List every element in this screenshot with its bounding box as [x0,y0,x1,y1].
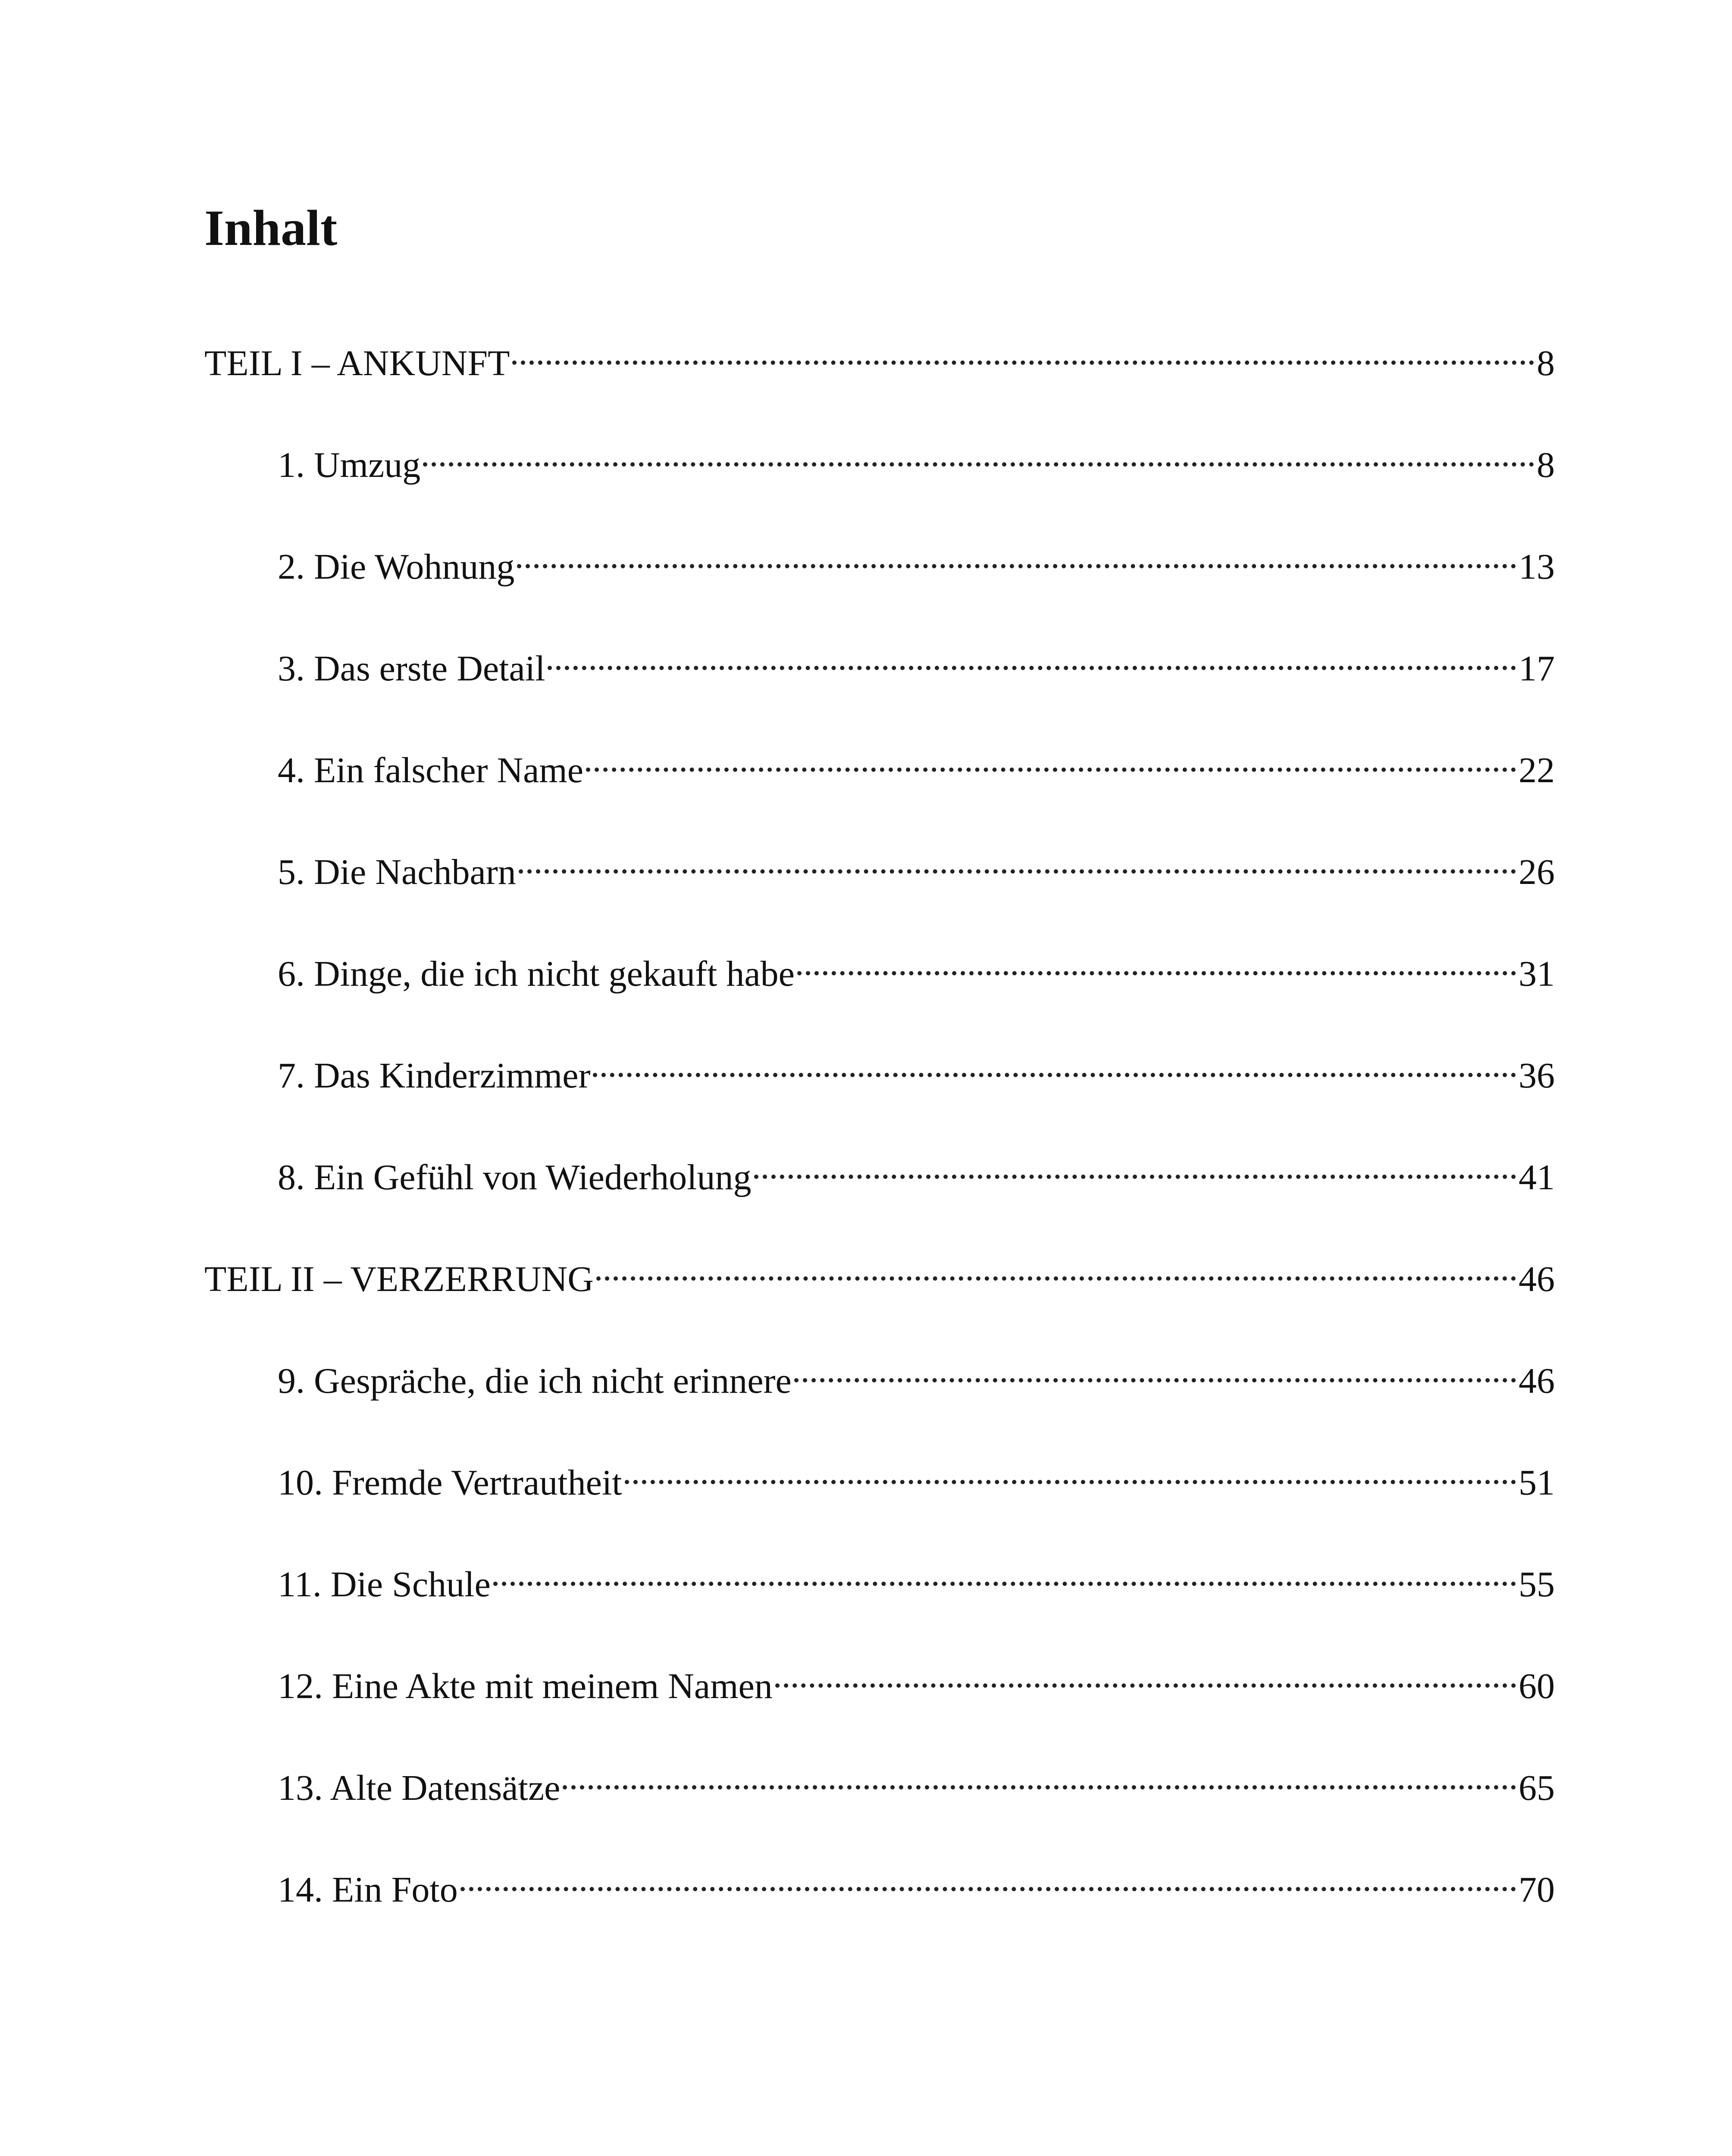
dot-leader [596,1244,1516,1291]
toc-entry[interactable] [204,328,1555,383]
toc-entry-page-number: 31 [1519,954,1555,994]
toc-entry-page-number: 41 [1519,1157,1555,1197]
toc-entry-label: 11. Die Schule [278,1564,491,1604]
toc-entry[interactable] [204,429,1555,485]
dot-leader [797,938,1516,986]
page-title: Inhalt [204,200,338,256]
toc-entry[interactable] [204,837,1555,892]
toc-entry-page-number: 60 [1519,1666,1555,1706]
toc-entry-page-number: 46 [1519,1361,1555,1401]
toc-entry[interactable] [204,1447,1555,1503]
toc-entry[interactable] [204,1040,1555,1096]
toc-entry[interactable] [204,1345,1555,1401]
toc-entry-page-number: 26 [1519,852,1555,892]
toc-entry[interactable] [204,1244,1555,1299]
toc-entry-page-number: 70 [1519,1870,1555,1910]
toc-entry[interactable] [204,531,1555,587]
toc-entry[interactable] [204,1142,1555,1197]
toc-entry-page-number: 17 [1519,649,1555,689]
toc-entry-label: 8. Ein Gefühl von Wiederholung [278,1157,752,1197]
toc-entry-page-number: 55 [1519,1564,1555,1604]
dot-leader [775,1651,1516,1698]
toc-entry[interactable] [204,1549,1555,1604]
dot-leader [493,1549,1516,1596]
toc-entry[interactable] [204,1854,1555,1910]
toc-entry-page-number: 46 [1519,1259,1555,1299]
toc-entry-page-number: 51 [1519,1463,1555,1503]
toc-entry-page-number: 36 [1519,1056,1555,1096]
dot-leader [517,531,1516,579]
toc-entry-label: 7. Das Kinderzimmer [278,1056,591,1096]
toc-entry-label: 5. Die Nachbarn [278,852,516,892]
toc-entry-label: 4. Ein falscher Name [278,750,584,790]
toc-entry-label: 3. Das erste Detail [278,649,545,689]
toc-entry-label: 13. Alte Datensätze [278,1768,561,1808]
toc-entry-label: 1. Umzug [278,445,421,485]
toc-entry-label: 6. Dinge, die ich nicht gekauft habe [278,954,795,994]
dot-leader [548,633,1516,680]
toc-entry-page-number: 8 [1537,343,1555,383]
dot-leader [625,1447,1516,1495]
toc-entry-label: 10. Fremde Vertrautheit [278,1463,622,1503]
dot-leader [519,837,1516,884]
dot-leader [423,429,1534,477]
toc-entry-label: 2. Die Wohnung [278,547,515,587]
toc-entry-label: 9. Gespräche, die ich nicht erinnere [278,1361,792,1401]
dot-leader [794,1345,1516,1393]
toc-entry-label: 12. Eine Akte mit meinem Namen [278,1666,773,1706]
dot-leader [586,735,1516,782]
toc-entry[interactable] [204,938,1555,994]
dot-leader [754,1142,1516,1189]
toc-entry-label: TEIL II – VERZERRUNG [204,1259,594,1299]
toc-entry[interactable] [204,633,1555,689]
toc-entry-page-number: 8 [1537,445,1555,485]
dot-leader [593,1040,1516,1087]
toc-entry[interactable] [204,1651,1555,1706]
dot-leader [460,1854,1516,1902]
dot-leader [563,1752,1516,1800]
toc-entry-page-number: 22 [1519,750,1555,790]
dot-leader [512,328,1534,375]
toc-entry-page-number: 13 [1519,547,1555,587]
toc-entry-label: 14. Ein Foto [278,1870,458,1910]
toc-entry[interactable] [204,1752,1555,1808]
toc-entry-page-number: 65 [1519,1768,1555,1808]
toc-entry-label: TEIL I – ANKUNFT [204,343,510,383]
toc-entry[interactable] [204,735,1555,790]
